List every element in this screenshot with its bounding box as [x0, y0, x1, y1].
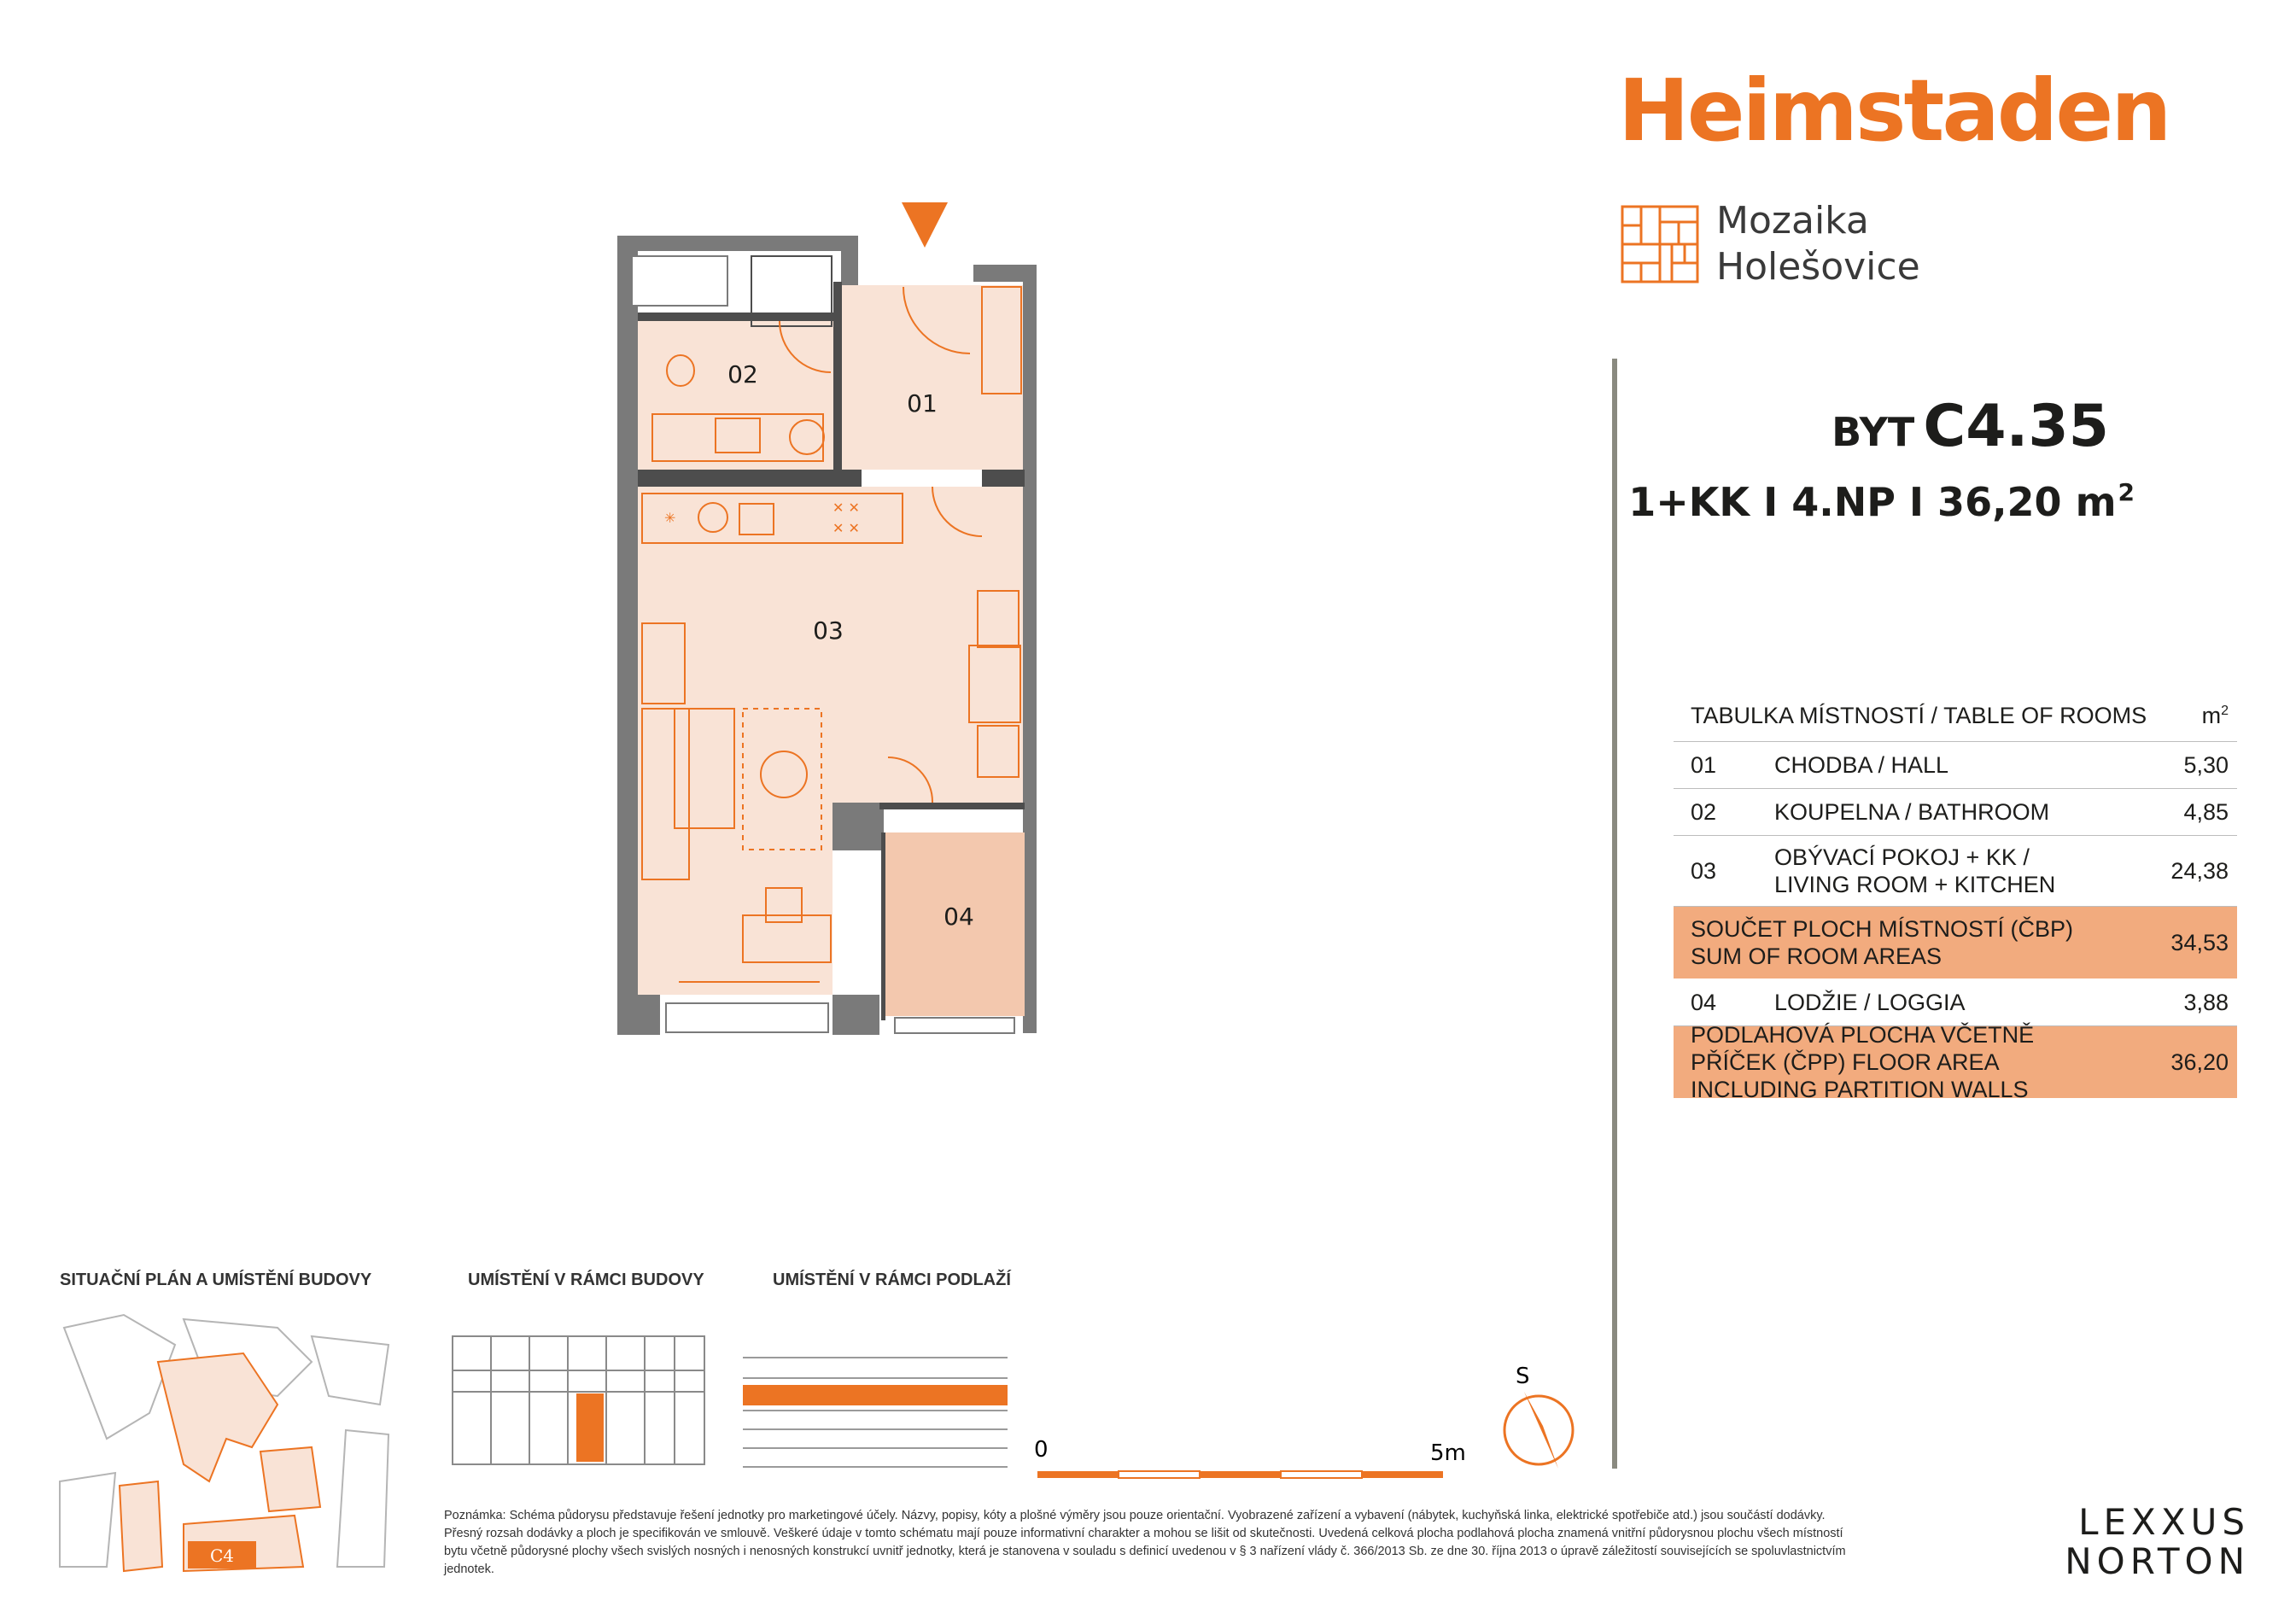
site-plan-caption: SITUAČNÍ PLÁN A UMÍSTĚNÍ BUDOVY: [60, 1271, 372, 1289]
room-table-unit-sup: 2: [2221, 704, 2229, 718]
floor-caption: UMÍSTĚNÍ V RÁMCI PODLAŽÍ: [773, 1271, 1011, 1289]
floor-plan: [615, 196, 1059, 1050]
scale-end: 5m: [1430, 1440, 1466, 1466]
room-num: 04: [1691, 989, 1717, 1015]
disclaimer-note: Poznámka: Schéma půdorysu představuje řešení jednotky pro marketingové účely. Názvy, popisy, kóty a plošné výměry jsou pouze orientační. Vyobrazené zařízení a vybavení (nábytek, kuchyňská linka, elektrické spotřebiče atd.) jsou součástí dodávky. Přesný rozsah dodávky a ploch je specifikován ve smlouvě. Veškeré údaje v tomto schématu mají pouze informativní charakter a mohou se lišit od skutečnosti. Uvedená celková plocha podlahová plocha znamená vnitřní půdorysnou plochu všech místností bytu včetně půdorysné plochy všech svislých nosných i nenosných konstrukcí uvnitř jednotky, která je stanovena v souladu s definicí uvedenou v § 3 nařízení vlády č. 366/2013 Sb. ze dne 30. října 2013 o úpravě záležitostí souvisejících se spoluvlastnictvím jednotek.: [444, 1509, 1846, 1576]
room-area: 36,20: [2170, 1049, 2229, 1075]
table-row: [1674, 742, 2237, 789]
unit-summary-sup: 2: [2118, 478, 2135, 506]
building-position-map: [448, 1332, 709, 1469]
room-num: 03: [1691, 857, 1717, 884]
room-num: 01: [1691, 751, 1717, 778]
unit-byt-label: BYT: [1832, 409, 1915, 455]
scale-bar: [1029, 1426, 1473, 1494]
hob-icon: ✕ ✕: [833, 499, 860, 516]
room-area: 34,53: [2170, 929, 2229, 955]
developer-logo: [1985, 1503, 2250, 1581]
developer-line1: LEXXUS: [2078, 1501, 2250, 1543]
hob-icon: ✳: [664, 510, 676, 526]
room-name: SOUČET PLOCH MÍSTNOSTÍ (ČBP) SUM OF ROOM AREAS: [1691, 916, 2074, 969]
table-row-total: [1674, 907, 2237, 979]
room-label-04: 04: [944, 903, 974, 931]
heimstaden-logo: Heimstaden: [1618, 61, 2170, 161]
room-label-03: 03: [813, 616, 844, 645]
site-tag: C4: [209, 1545, 235, 1566]
room-area: 3,88: [2183, 989, 2229, 1015]
window: [666, 1003, 828, 1032]
mozaika-logo-icon: [1621, 205, 1699, 283]
entrance-arrow-icon: [902, 202, 948, 248]
project-name-line1: Mozaika: [1716, 199, 1869, 242]
hob-icon: ✕ ✕: [833, 520, 860, 536]
table-row: [1674, 979, 2237, 1026]
room-num: 02: [1691, 798, 1717, 825]
table-row: [1674, 836, 2237, 907]
room-area: 4,85: [2183, 798, 2229, 825]
floor-highlight: [743, 1385, 1008, 1405]
room-area: 5,30: [2183, 751, 2229, 778]
room-table-header: [1674, 696, 2237, 742]
compass-icon: [1490, 1358, 1584, 1481]
scale-start: 0: [1034, 1437, 1049, 1463]
developer-line2: NORTON: [2065, 1540, 2250, 1582]
building-caption: UMÍSTĚNÍ V RÁMCI BUDOVY: [468, 1271, 704, 1289]
room-table-unit-text: m: [2201, 703, 2222, 728]
unit-summary: [1622, 478, 2135, 525]
room-area: 24,38: [2170, 857, 2229, 884]
site-plan-map: [56, 1311, 397, 1584]
window: [895, 1018, 1014, 1033]
room-name: LODŽIE / LOGGIA: [1774, 990, 1966, 1015]
room-table-unit: [2202, 703, 2229, 729]
room-name: CHODBA / HALL: [1774, 752, 1949, 778]
room-name: KOUPELNA / BATHROOM: [1774, 799, 2050, 825]
window: [632, 256, 727, 306]
room-name: PODLAHOVÁ PLOCHA VČETNĚ PŘÍČEK (ČPP) FLOOR AREA INCLUDING PARTITION WALLS: [1691, 1022, 2035, 1102]
room-table-title: TABULKA MÍSTNOSTÍ / TABLE OF ROOMS: [1691, 703, 2147, 728]
unit-code: C4.35: [1923, 393, 2109, 460]
room-label-01: 01: [907, 389, 938, 418]
room-label-02: 02: [727, 360, 758, 388]
unit-highlight: [576, 1393, 604, 1462]
table-row: [1674, 789, 2237, 836]
compass-label: S: [1516, 1364, 1530, 1389]
project-name: [1716, 198, 1920, 290]
floor-position-elevation: [739, 1351, 1012, 1470]
room-table: [1674, 696, 2237, 1102]
unit-title: [1622, 393, 2109, 460]
divider-line: [1612, 359, 1617, 1469]
unit-summary-text: 1+KK I 4.NP I 36,20 m: [1628, 479, 2117, 525]
room-name: OBÝVACÍ POKOJ + KK / LIVING ROOM + KITCHEN: [1774, 844, 2056, 897]
table-row-total: [1674, 1022, 2237, 1102]
project-name-line2: Holešovice: [1716, 245, 1920, 289]
